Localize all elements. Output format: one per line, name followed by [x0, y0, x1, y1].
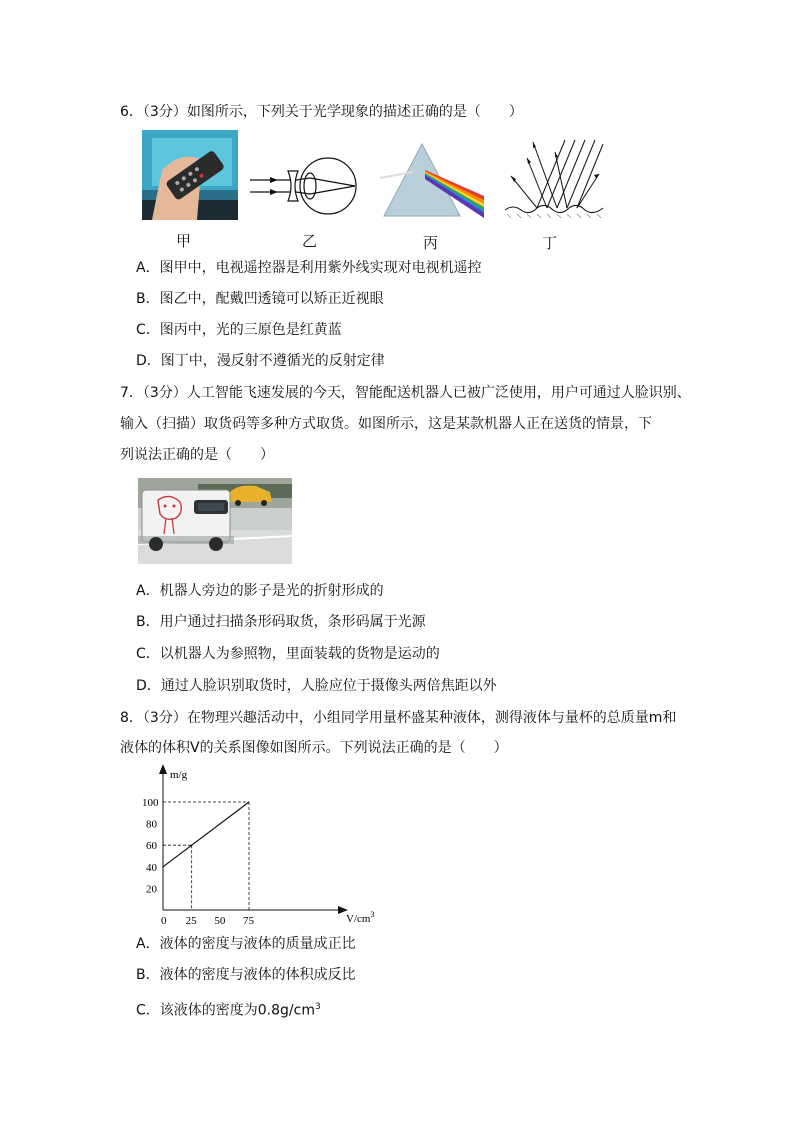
- y-axis-arrow: [159, 764, 167, 774]
- diffuse-reflection-diagram: [503, 138, 605, 220]
- concave-lens-eye-diagram: [248, 155, 360, 217]
- q8-option-a: A．液体的密度与液体的质量成正比: [136, 936, 356, 952]
- q7-option-c: C．以机器人为参照物，里面装载的货物是运动的: [136, 646, 440, 662]
- caption-jia: 甲: [176, 232, 192, 250]
- prism-dispersion-image: [380, 142, 486, 218]
- x-tick-label: 75: [243, 915, 255, 926]
- y-axis-label: m/g: [170, 769, 188, 781]
- y-tick-label: 80: [146, 818, 157, 831]
- y-tick-label: 100: [142, 797, 159, 809]
- q7-option-b: B．用户通过扫描条形码取货，条形码属于光源: [136, 614, 426, 630]
- q6-option-b: B．图乙中，配戴凹透镜可以矫正近视眼: [136, 291, 384, 307]
- delivery-robot-photo: [138, 478, 292, 564]
- q8-option-c: [136, 997, 321, 1021]
- x-tick-label: 50: [214, 915, 226, 926]
- y-tick-label: 60: [146, 840, 157, 853]
- caption-bing: 丙: [423, 234, 439, 252]
- q7-option-a: A．机器人旁边的影子是光的折射形成的: [136, 583, 384, 599]
- y-tick-label: 20: [146, 883, 157, 896]
- q8-option-c-text: C．该液体的密度为0.8g/cm: [136, 1002, 315, 1019]
- q6-option-c: C．图丙中，光的三原色是红黄蓝: [136, 322, 342, 338]
- q8-option-b: B．液体的密度与液体的体积成反比: [136, 967, 356, 983]
- y-tick-label: 40: [146, 861, 157, 874]
- q8-option-c-sup: 3: [314, 1002, 321, 1012]
- x-axis-label: $V/cm^3$: [346, 910, 375, 925]
- x-tick-label: 25: [185, 915, 197, 926]
- q6-option-a: A．图甲中，电视遥控器是利用紫外线实现对电视机遥控: [136, 260, 482, 276]
- q7-stem-line-2: 输入（扫描）取货码等多种方式取货。如图所示，这是某款机器人正在送货的情景，下: [120, 416, 652, 432]
- q8-stem-line-1: 8．（3分）在物理兴趣活动中，小组同学用量杯盛某种液体，测得液体与量杯的总质量m和: [120, 710, 677, 726]
- q7-stem-line-3: 列说法正确的是（ ）: [120, 447, 274, 463]
- caption-yi: 乙: [302, 232, 318, 250]
- q7-stem-line-1: 7．（3分）人工智能飞速发展的今天，智能配送机器人已被广泛使用，用户可通过人脸识别、: [120, 385, 691, 401]
- q6-stem: 6．（3分）如图所示，下列关于光学现象的描述正确的是（ ）: [120, 104, 523, 120]
- caption-ding: 丁: [542, 234, 558, 252]
- q6-option-d: D．图丁中，漫反射不遵循光的反射定律: [136, 353, 385, 369]
- x-tick-label: 0: [161, 915, 167, 926]
- remote-control-photo: [142, 130, 238, 220]
- q7-option-d: D．通过人脸识别取货时，人脸应位于摄像头两倍焦距以外: [136, 678, 497, 694]
- mass-volume-chart: [140, 762, 390, 926]
- q8-stem-line-2: 液体的体积V的关系图像如图所示。下列说法正确的是（ ）: [120, 740, 508, 756]
- data-line: [163, 802, 249, 867]
